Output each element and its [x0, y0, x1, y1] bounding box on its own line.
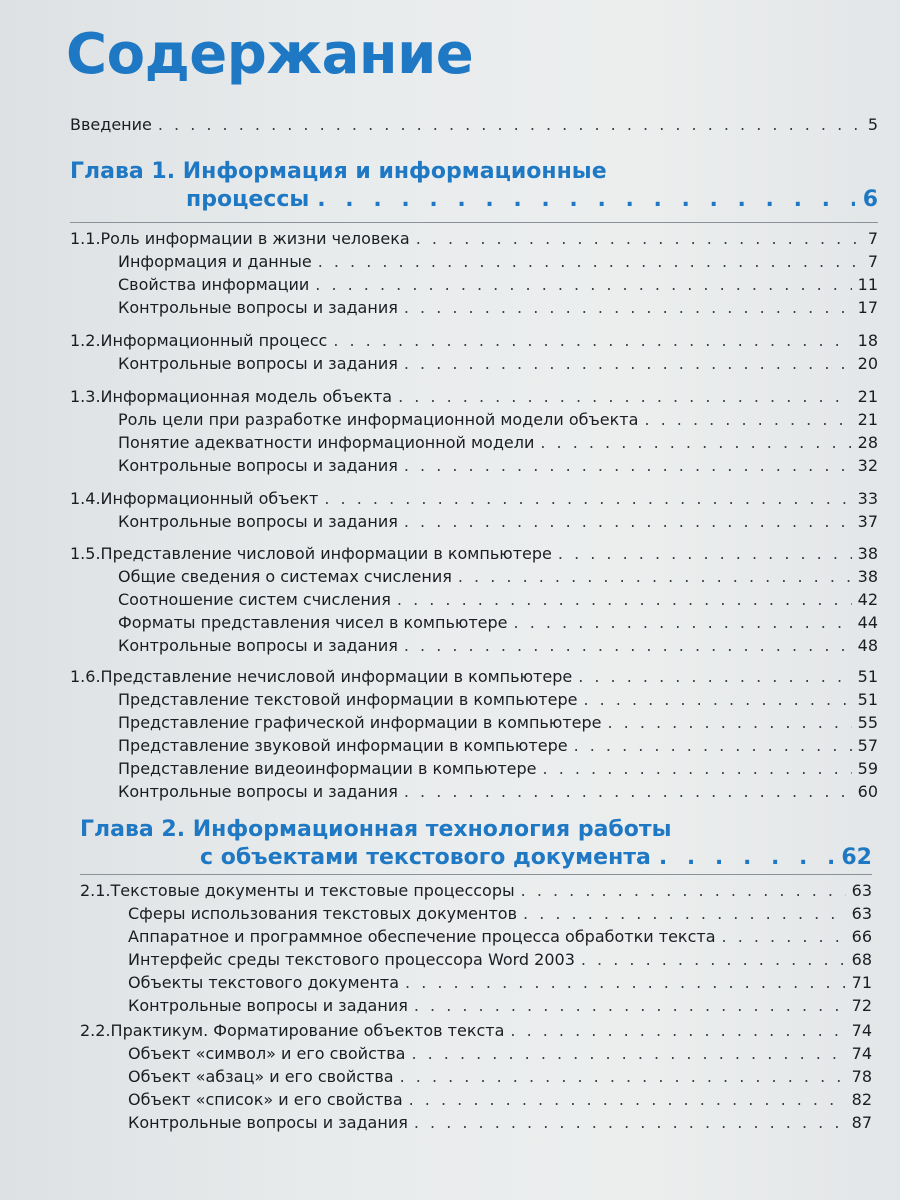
toc-item[interactable] [114, 353, 878, 375]
item-title: Контрольные вопросы и задания [128, 996, 408, 1015]
toc-item[interactable] [124, 972, 872, 994]
chapter-1-heading[interactable] [70, 158, 878, 214]
section-number: 1.6. [70, 667, 101, 686]
page-number: 11 [857, 275, 878, 294]
leader-dots [578, 666, 851, 688]
page-number: 71 [851, 973, 872, 992]
page-number: 74 [851, 1021, 872, 1040]
leader-dots [514, 612, 852, 634]
section-number: 2.1. [80, 881, 111, 900]
page-number: 5 [867, 115, 878, 134]
leader-dots [574, 735, 852, 757]
item-title: Общие сведения о системах счисления [118, 567, 452, 586]
page-number: 63 [851, 904, 872, 923]
leader-dots [405, 972, 846, 994]
item-title: Контрольные вопросы и задания [118, 782, 398, 801]
leader-dots [416, 228, 862, 250]
page-number: 60 [857, 782, 878, 801]
leader-dots [411, 1043, 845, 1065]
toc-section-2-1[interactable] [80, 880, 872, 902]
page-number: 18 [857, 331, 878, 350]
page-number: 28 [857, 433, 878, 452]
page-title: Содержание [66, 22, 474, 87]
page-number: 42 [857, 590, 878, 609]
section-number: 1.4. [70, 489, 101, 508]
toc-item[interactable] [114, 455, 878, 477]
toc-section-1-1[interactable] [70, 228, 878, 250]
section-number: 1.5. [70, 544, 101, 563]
section-title: Информационная модель объекта [100, 387, 393, 406]
item-title: Объект «абзац» и его свойства [128, 1067, 394, 1086]
leader-dots [318, 251, 862, 273]
leader-dots [158, 114, 862, 136]
leader-dots [315, 274, 851, 296]
page-number: 57 [857, 736, 878, 755]
toc-section-1-3[interactable] [70, 386, 878, 408]
leader-dots [607, 712, 851, 734]
toc-item[interactable] [114, 735, 878, 757]
section-title: Представление нечисловой информации в компьютере [100, 667, 573, 686]
item-title: Контрольные вопросы и задания [118, 298, 398, 317]
section-number: 1.1. [70, 229, 101, 248]
section-title: Практикум. Форматирование объектов текста [110, 1021, 505, 1040]
leader-dots [644, 409, 851, 431]
page-number: 87 [851, 1113, 872, 1132]
item-title: Представление звуковой информации в компьютере [118, 736, 568, 755]
leader-dots [398, 386, 852, 408]
leader-dots [540, 432, 851, 454]
toc-item[interactable] [114, 432, 878, 454]
toc-item[interactable] [114, 758, 878, 780]
section-number: 2.2. [80, 1021, 111, 1040]
leader-dots [414, 1112, 846, 1134]
toc-item[interactable] [114, 274, 878, 296]
toc-item[interactable] [124, 1043, 872, 1065]
toc-section-1-4[interactable] [70, 488, 878, 510]
page-number: 17 [857, 298, 878, 317]
leader-dots [543, 758, 852, 780]
leader-dots [583, 689, 851, 711]
toc-section-2-2[interactable] [80, 1020, 872, 1042]
toc-intro[interactable] [70, 114, 878, 136]
page-number: 21 [857, 410, 878, 429]
page-number: 6 [862, 187, 878, 212]
toc-item[interactable] [124, 926, 872, 948]
divider [70, 222, 878, 223]
item-title: Аппаратное и программное обеспечение процесса обработки текста [128, 927, 716, 946]
page-number: 20 [857, 354, 878, 373]
page-number: 59 [857, 759, 878, 778]
leader-dots [722, 926, 846, 948]
toc-item[interactable] [114, 712, 878, 734]
toc-item[interactable] [124, 1066, 872, 1088]
item-title: Объект «символ» и его свойства [128, 1044, 406, 1063]
toc-item[interactable] [124, 1112, 872, 1134]
leader-dots [400, 1066, 846, 1088]
leader-dots [404, 297, 852, 319]
page-number: 72 [851, 996, 872, 1015]
leader-dots [659, 844, 833, 872]
item-title: Контрольные вопросы и задания [118, 354, 398, 373]
leader-dots [404, 781, 852, 803]
chapter-title: Глава 1. Информация и информационные [70, 159, 607, 184]
item-title: Контрольные вопросы и задания [128, 1113, 408, 1132]
item-title: Представление видеоинформации в компьютере [118, 759, 537, 778]
item-title: Роль цели при разработке информационной модели объекта [118, 410, 639, 429]
page-number: 33 [857, 489, 878, 508]
leader-dots [558, 543, 852, 565]
page-number: 38 [857, 567, 878, 586]
section-title: Представление числовой информации в компьютере [100, 544, 552, 563]
page-number: 44 [857, 613, 878, 632]
item-title: Объекты текстового документа [128, 973, 400, 992]
leader-dots [324, 488, 851, 510]
toc-item[interactable] [114, 781, 878, 803]
section-number: 1.2. [70, 331, 101, 350]
chapter-2-heading[interactable] [80, 816, 872, 872]
section-title: Роль информации в жизни человека [100, 229, 410, 248]
item-title: Представление текстовой информации в компьютере [118, 690, 578, 709]
page-number: 62 [841, 845, 872, 870]
chapter-title-cont: с объектами текстового документа [200, 845, 651, 870]
page-number: 78 [851, 1067, 872, 1086]
leader-dots [510, 1020, 845, 1042]
leader-dots [404, 353, 852, 375]
item-title: Объект «список» и его свойства [128, 1090, 403, 1109]
toc-item[interactable] [114, 689, 878, 711]
toc-item[interactable] [114, 589, 878, 611]
chapter-title-cont: процессы [186, 187, 310, 212]
item-title: Сферы использования текстовых документов [128, 904, 518, 923]
page-number: 68 [851, 950, 872, 969]
leader-dots [521, 880, 846, 902]
toc-item[interactable] [124, 1089, 872, 1111]
page-number: 48 [857, 636, 878, 655]
toc-item[interactable] [124, 903, 872, 925]
page-number: 82 [851, 1090, 872, 1109]
item-title: Контрольные вопросы и задания [118, 636, 398, 655]
leader-dots [523, 903, 846, 925]
toc-item[interactable] [124, 995, 872, 1017]
toc-section-1-5[interactable] [70, 543, 878, 565]
page-number: 66 [851, 927, 872, 946]
toc-section-1-2[interactable] [70, 330, 878, 352]
item-title: Форматы представления чисел в компьютере [118, 613, 508, 632]
page-number: 21 [857, 387, 878, 406]
leader-dots [414, 995, 846, 1017]
section-number: 1.3. [70, 387, 101, 406]
toc-section-1-6[interactable] [70, 666, 878, 688]
page-number: 74 [851, 1044, 872, 1063]
leader-dots [581, 949, 846, 971]
page-number: 55 [857, 713, 878, 732]
item-title: Интерфейс среды текстового процессора Word 2003 [128, 950, 575, 969]
toc-item[interactable] [124, 949, 872, 971]
toc-item[interactable] [114, 409, 878, 431]
leader-dots [333, 330, 851, 352]
item-title: Соотношение систем счисления [118, 590, 391, 609]
item-title: Контрольные вопросы и задания [118, 512, 398, 531]
page-number: 51 [857, 690, 878, 709]
page-number: 63 [851, 881, 872, 900]
chapter-title: Глава 2. Информационная технология работы [80, 817, 672, 842]
page-number: 7 [867, 229, 878, 248]
item-title: Свойства информации [118, 275, 310, 294]
leader-dots [458, 566, 852, 588]
section-title: Информационный процесс [100, 331, 328, 350]
divider [80, 874, 872, 875]
item-title: Представление графической информации в компьютере [118, 713, 602, 732]
toc-item[interactable] [114, 251, 878, 273]
item-title: Информация и данные [118, 252, 312, 271]
toc-item[interactable] [114, 635, 878, 657]
leader-dots [404, 635, 852, 657]
leader-dots [317, 186, 854, 214]
page-number: 32 [857, 456, 878, 475]
leader-dots [404, 511, 852, 533]
toc-item[interactable] [114, 612, 878, 634]
item-title: Понятие адекватности информационной модели [118, 433, 535, 452]
leader-dots [409, 1089, 846, 1111]
page-number: 37 [857, 512, 878, 531]
page-number: 7 [867, 252, 878, 271]
section-title: Информационный объект [100, 489, 319, 508]
item-title: Контрольные вопросы и задания [118, 456, 398, 475]
toc-item[interactable] [114, 297, 878, 319]
section-title: Текстовые документы и текстовые процессоры [110, 881, 515, 900]
toc-item[interactable] [114, 566, 878, 588]
leader-dots [404, 455, 852, 477]
page-number: 51 [857, 667, 878, 686]
toc-item[interactable] [114, 511, 878, 533]
page-number: 38 [857, 544, 878, 563]
toc-intro-label: Введение [70, 115, 152, 134]
leader-dots [397, 589, 852, 611]
